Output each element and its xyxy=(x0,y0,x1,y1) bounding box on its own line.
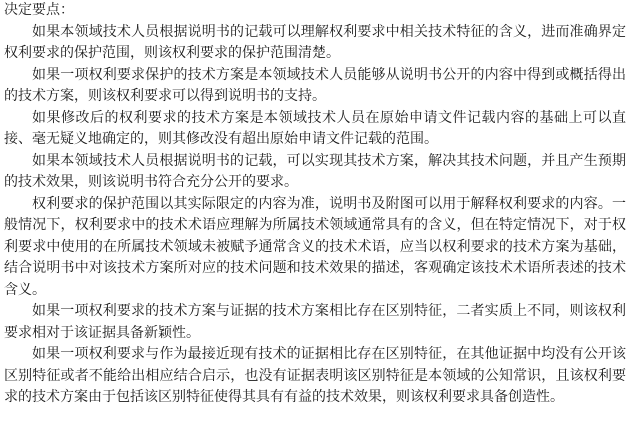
decision-points-heading: 决定要点： xyxy=(4,2,74,18)
paragraph-amendment: 如果修改后的权利要求的技术方案是本领域技术人员在原始申请文件记载内容的基础上可以直接、毫无疑义地确定的，则其修改没有超出原始申请文件记载的范围。 xyxy=(4,109,626,147)
paragraph-claim-interpretation: 权利要求的保护范围以其实际限定的内容为准，说明书及附图可以用于解释权利要求的内容。一般情况下，权利要求中的技术术语应理解为所属技术领域通常具有的含义，但在特定情况下，对于权利要求中使用的在所属技术领域未被赋予通常含义的技术术语，应当以权利要求的技术方案为基础，结合说明书中对该技术方案所对应的技术问题和技术效果的描述，客观确定该技术术语所表述的技术含义。 xyxy=(4,195,626,298)
paragraph-clarity: 如果本领域技术人员根据说明书的记载可以理解权利要求中相关技术特征的含义，进而准确界定权利要求的保护范围，则该权利要求的保护范围清楚。 xyxy=(4,23,626,61)
paragraph-novelty: 如果一项权利要求的技术方案与证据的技术方案相比存在区别特征，二者实质上不同，则该权利要求相对于该证据具备新颖性。 xyxy=(4,303,626,341)
paragraph-support: 如果一项权利要求保护的技术方案是本领域技术人员能够从说明书公开的内容中得到或概括得出的技术方案，则该权利要求可以得到说明书的支持。 xyxy=(4,66,626,104)
paragraph-sufficient-disclosure: 如果本领域技术人员根据说明书的记载，可以实现其技术方案，解决其技术问题，并且产生预期的技术效果，则该说明书符合充分公开的要求。 xyxy=(4,152,626,190)
paragraph-inventiveness: 如果一项权利要求与作为最接近现有技术的证据相比存在区别特征，在其他证据中均没有公开该区别特征或者不能给出相应结合启示，也没有证据表明该区别特征是本领域的公知常识，且该权利要求的技术方案由于包括该区别特征使得其具有有益的技术效果，则该权利要求具备创造性。 xyxy=(4,346,626,405)
